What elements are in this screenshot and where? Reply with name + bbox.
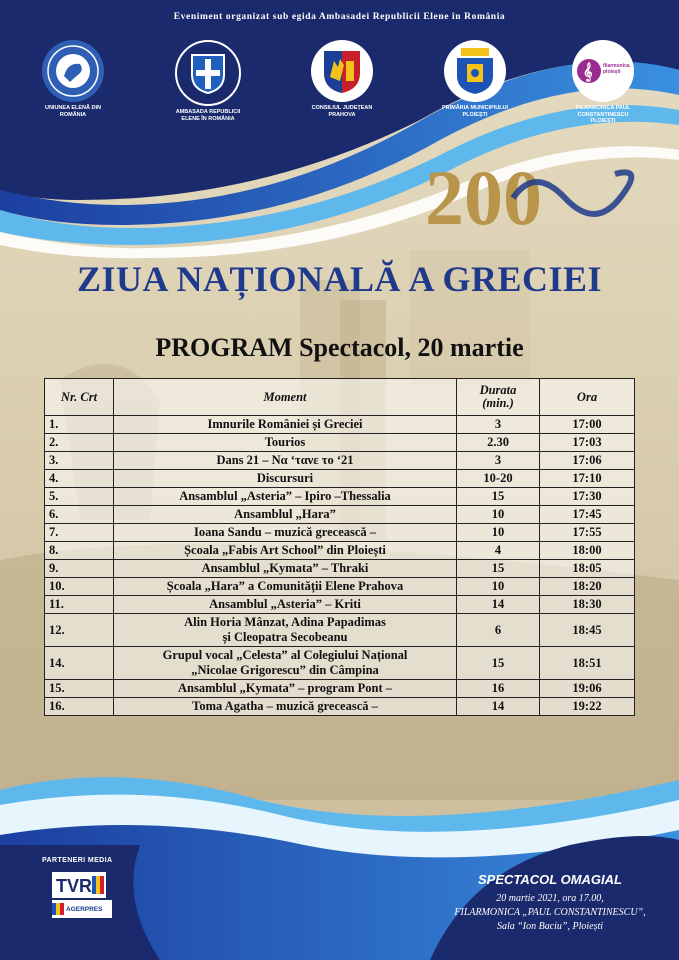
philharmonic-logo-text: filarmonica ploiești [603, 63, 630, 75]
row-moment [114, 596, 457, 614]
row-moment [114, 578, 457, 596]
row-moment [114, 452, 457, 470]
media-partners-label: PARTENERI MEDIA [42, 857, 113, 864]
table-header-row [45, 379, 635, 416]
header-moment: Moment [114, 379, 457, 416]
row-duration: 10 [457, 578, 540, 596]
table-row [45, 542, 635, 560]
row-time: 18:45 [540, 614, 635, 647]
row-moment-line: Toma Agatha – muzică grecească – [192, 699, 378, 713]
logo-caption: CONSILIUL JUDEȚEAN PRAHOVA [311, 105, 373, 118]
tvr-logo-text: TVR [56, 876, 92, 896]
page-title: ZIUA NAȚIONALĂ A GRECIEI [76, 259, 603, 299]
row-duration: 14 [457, 698, 540, 716]
table-row [45, 647, 635, 680]
row-moment-line: Ansamblul „Hara” [234, 507, 336, 521]
event-date-line: 20 martie 2021, ora 17.00, [496, 893, 604, 904]
row-time: 19:06 [540, 680, 635, 698]
row-duration: 6 [457, 614, 540, 647]
row-moment [114, 524, 457, 542]
logo-caption: PRIMĂRIA MUNICIPIULUI PLOIEȘTI [441, 105, 509, 118]
row-number: 16. [45, 698, 114, 716]
row-duration: 14 [457, 596, 540, 614]
row-moment [114, 470, 457, 488]
row-moment-line: Ansamblul „Asteria” – Ipiro –Thessalia [179, 489, 391, 503]
row-moment [114, 416, 457, 434]
row-duration: 3 [457, 416, 540, 434]
table-row [45, 416, 635, 434]
row-duration: 15 [457, 488, 540, 506]
row-moment-line: Grupul vocal „Celesta” al Colegiului Național [162, 648, 408, 662]
row-time: 18:30 [540, 596, 635, 614]
row-moment-line: Ioana Sandu – muzică grecească – [193, 525, 377, 539]
table-row [45, 614, 635, 647]
row-number: 7. [45, 524, 114, 542]
logo-caption: UNIUNEA ELENĂ DIN ROMÂNIA [44, 105, 102, 118]
row-time: 17:03 [540, 434, 635, 452]
event-venue-line: FILARMONICA „PAUL CONSTANTINESCU”, [454, 907, 646, 918]
logo-philharmonic [553, 40, 653, 125]
row-duration: 4 [457, 542, 540, 560]
row-duration: 15 [457, 647, 540, 680]
row-duration: 3 [457, 452, 540, 470]
row-duration: 2.30 [457, 434, 540, 452]
row-moment-line: Ansamblul „Kymata” – program Pont – [177, 681, 392, 695]
row-moment-line: Ansamblul „Asteria” – Kriti [209, 597, 361, 611]
row-time: 18:20 [540, 578, 635, 596]
row-moment [114, 647, 457, 680]
logo-prahova-council [292, 40, 392, 118]
row-time: 17:06 [540, 452, 635, 470]
agerpres-logo-text: AGERPRES [66, 905, 103, 913]
logo-greek-embassy [158, 40, 258, 122]
row-time: 18:51 [540, 647, 635, 680]
header-durata-line2: (min.) [482, 396, 514, 410]
table-row [45, 596, 635, 614]
row-number: 3. [45, 452, 114, 470]
anniversary-number: 200 [425, 158, 542, 238]
row-duration: 10-20 [457, 470, 540, 488]
table-row [45, 488, 635, 506]
row-number: 4. [45, 470, 114, 488]
row-number: 9. [45, 560, 114, 578]
agerpres-logo [52, 900, 112, 918]
table-row [45, 452, 635, 470]
logo-greek-union [23, 40, 123, 118]
row-moment-line: Dans 21 – Να ‘τανε το ‘21 [216, 453, 354, 467]
row-number: 1. [45, 416, 114, 434]
event-info [425, 872, 675, 934]
row-time: 17:10 [540, 470, 635, 488]
row-moment [114, 506, 457, 524]
header-durata-line1: Durata [479, 383, 517, 397]
table-row [45, 470, 635, 488]
anniversary-200 [425, 158, 650, 238]
svg-text:𝄞: 𝄞 [583, 62, 593, 81]
event-hall-line: Sala “Ion Baciu”, Ploiești [496, 921, 604, 932]
table-row [45, 578, 635, 596]
row-moment-line: Tourios [264, 435, 306, 449]
row-time: 17:00 [540, 416, 635, 434]
row-moment-line: „Nicolae Grigorescu” din Câmpina [191, 663, 379, 677]
row-number: 2. [45, 434, 114, 452]
program-table [44, 378, 635, 716]
row-moment-line: Imnurile României și Greciei [207, 417, 363, 431]
anniversary-200-icon [425, 158, 650, 238]
row-moment-line: Discursuri [256, 471, 314, 485]
header-durata [457, 379, 540, 416]
row-number: 15. [45, 680, 114, 698]
header-ora: Ora [540, 379, 635, 416]
row-number: 6. [45, 506, 114, 524]
row-moment [114, 614, 457, 647]
row-number: 11. [45, 596, 114, 614]
table-row [45, 506, 635, 524]
row-moment-line: Ansamblul „Kymata” – Thraki [201, 561, 369, 575]
row-moment [114, 542, 457, 560]
row-moment [114, 698, 457, 716]
logo-caption: AMBASADA REPUBLICII ELENE ÎN ROMÂNIA [175, 109, 241, 122]
ploiesti-city-hall-icon [453, 46, 497, 96]
logo-ploiesti-city-hall [425, 40, 525, 118]
table-row [45, 434, 635, 452]
row-moment [114, 434, 457, 452]
prahova-county-council-icon [320, 47, 364, 95]
row-time: 18:00 [540, 542, 635, 560]
tvr-logo-icon [52, 872, 106, 898]
row-number: 14. [45, 647, 114, 680]
row-time: 17:30 [540, 488, 635, 506]
greek-coat-of-arms-icon [188, 51, 228, 95]
row-moment-line: Școala „Fabis Art School” din Ploiești [184, 543, 386, 557]
row-number: 12. [45, 614, 114, 647]
row-time: 17:55 [540, 524, 635, 542]
program-subtitle: PROGRAM Spectacol, 20 martie [155, 333, 524, 362]
row-duration: 16 [457, 680, 540, 698]
row-duration: 15 [457, 560, 540, 578]
row-duration: 10 [457, 524, 540, 542]
table-row [45, 698, 635, 716]
row-moment [114, 488, 457, 506]
row-number: 5. [45, 488, 114, 506]
row-moment [114, 680, 457, 698]
row-number: 10. [45, 578, 114, 596]
logo-caption: FILARMONICA PAUL CONSTANTINESCU PLOIEȘTI [575, 105, 631, 124]
event-title: SPECTACOL OMAGIAL [478, 872, 622, 887]
row-moment-line: Alin Horia Mânzat, Adina Papadimas [184, 615, 386, 629]
agerpres-logo-icon [52, 903, 64, 915]
row-duration: 10 [457, 506, 540, 524]
row-moment [114, 560, 457, 578]
header-nr: Nr. Crt [45, 379, 114, 416]
greek-union-emblem-icon [46, 44, 100, 98]
row-moment-line: Școala „Hara” a Comunității Elene Prahova [166, 579, 404, 593]
table-row [45, 560, 635, 578]
row-moment-line: și Cleopatra Secobeanu [222, 630, 348, 644]
row-number: 8. [45, 542, 114, 560]
table-row [45, 524, 635, 542]
program-table-body [45, 416, 635, 716]
tvr-logo [52, 872, 106, 898]
row-time: 17:45 [540, 506, 635, 524]
organizer-banner: Eveniment organizat sub egida Ambasadei Republicii Elene în România [173, 12, 506, 22]
row-time: 18:05 [540, 560, 635, 578]
table-row [45, 680, 635, 698]
row-time: 19:22 [540, 698, 635, 716]
